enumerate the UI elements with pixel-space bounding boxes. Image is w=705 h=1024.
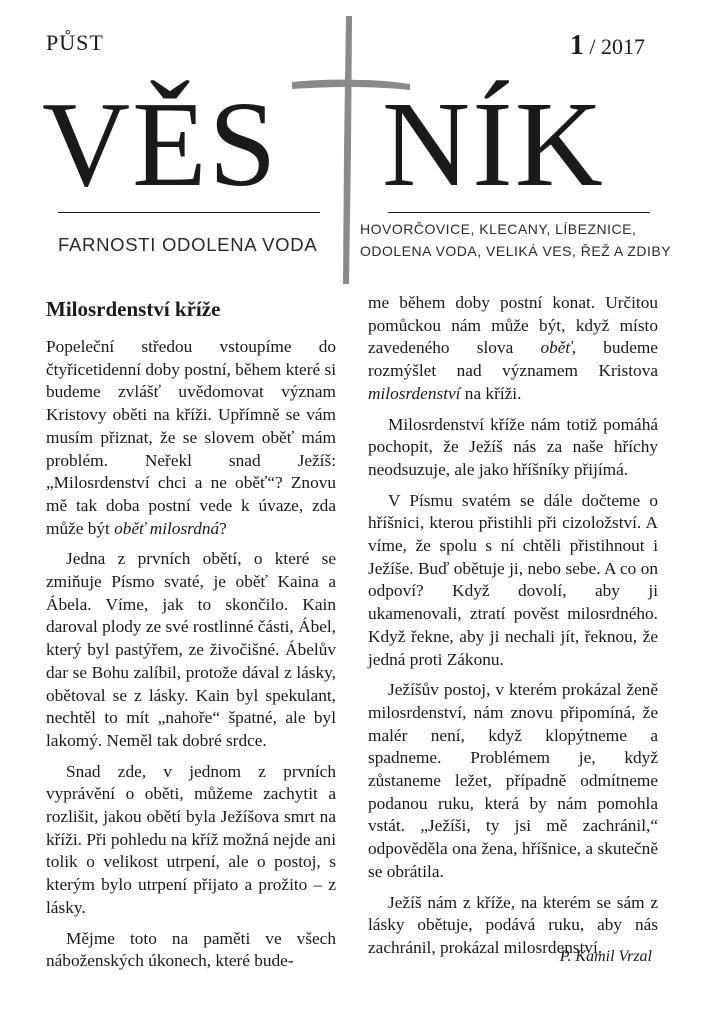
- parish-list: [360, 218, 680, 262]
- divider-right: [388, 212, 650, 213]
- paragraph: [368, 292, 658, 406]
- paragraph-text: , budeme rozmýšlet nad významem Kristova: [368, 338, 658, 381]
- masthead-title-left: VĚS: [42, 77, 279, 212]
- masthead-title-right: NÍK: [382, 77, 605, 212]
- article-author: P. Kamil Vrzal: [559, 947, 652, 965]
- emphasis-text: milosrdenství: [368, 383, 461, 403]
- issue-number: 1: [569, 30, 584, 61]
- paragraph: Milosrdenství kříže nám totiž pomáhá pochopit, že Ježíš nás za naše hříchy neodsuzuje, ale jako hříšníky přijímá.: [368, 414, 658, 479]
- paragraph: Ježíš nám z kříže, na kterém se sám z lásky obětuje, podává ruku, aby nás zachránil, prokázal milosrdenství.: [368, 892, 658, 957]
- paragraph: Mějme toto na paměti ve všech náboženských úkonech, které bude-: [46, 928, 336, 971]
- emphasis-text: oběť: [540, 338, 572, 358]
- paragraph: V Písmu svatém se dále dočteme o hříšnici, kterou přistihli při cizoložství. A víme, že spolu s ní chtěli přistihnout i Ježíše. Buď obětuje ji, nebo sebe. A co on odpoví? Když dovolí, aby ji ukamenovali, ztratí pověst milosrdného. Když řekne, aby ji nechali jít, řeknou, že jedná proti Zákonu.: [368, 490, 658, 669]
- paragraph: [46, 336, 336, 540]
- issue-year: / 2017: [589, 34, 645, 59]
- parish-primary: FARNOSTI ODOLENA VODA: [58, 234, 318, 255]
- parish-list-line-1: HOVORČOVICE, KLECANY, LÍBEZNICE,: [360, 221, 637, 237]
- season-label: PŮST: [46, 30, 104, 55]
- paragraph: Ježíšův postoj, v kterém prokázal ženě milosrdenství, nám znovu připomíná, že malér není, když klopýtneme a spadneme. Problémem je, když zůstaneme ležet, případně odmítneme podanou ruku, která by nám pomohla vstát. „Ježíši, ty jsi mě zachránil,“ odpověděla ona žena, hříšnice, a skutečně se obrátila.: [368, 680, 658, 881]
- divider-left: [58, 212, 320, 213]
- emphasis-text: oběť milosrdná: [114, 518, 220, 538]
- paragraph: Jedna z prvních obětí, o které se zmiňuje Písmo svaté, je oběť Kaina a Ábela. Víme, jak to skončilo. Kain daroval plody ze své rostlinné části, Ábel, který byl pastýřem, ze živočišné. Ábelův dar se Bohu zalíbil, protože dával z lásky, obětoval se z lásky. Kain byl spekulant, nechtěl to mít „nahoře“ špatné, ale byl lakomý. Neměl tak dobré srdce.: [46, 549, 336, 750]
- paragraph-text: Popeleční středou vstoupíme do čtyřicetidenní doby postní, během které si budeme zvlášť uvědomovat význam Kristovy oběti na kříži. Upřímně se vám musím přiznat, že se slovem oběť mám problém. Neřekl snad Ježíš: „Milosrdenství chci a ne oběť“? Znovu mě tak doba postní vede k úvaze, zda může být: [46, 337, 336, 538]
- article-column-right: [368, 292, 658, 968]
- paragraph-text: ?: [219, 518, 227, 538]
- paragraph: Snad zde, v jednom z prvních vyprávění o oběti, můžeme zachytit a rozlišit, jakou obětí byla Ježíšova smrt na kříži. Při pohledu na kříž možná nejde ani tolik o velikost utrpení, ale o postoj, s kterým bylo utrpení přijato a prožito – z lásky.: [46, 761, 336, 917]
- paragraph-text: na kříži.: [460, 383, 522, 403]
- paragraph-text: me během doby postní konat. Určitou pomůckou nám může být, když místo zavedeného slova: [368, 293, 658, 358]
- article-title: Milosrdenství kříže: [46, 297, 221, 321]
- article-column-left: [46, 290, 336, 981]
- parish-list-line-2: ODOLENA VODA, VELIKÁ VES, ŘEŽ A ZDIBY: [360, 243, 672, 259]
- masthead: [0, 0, 705, 285]
